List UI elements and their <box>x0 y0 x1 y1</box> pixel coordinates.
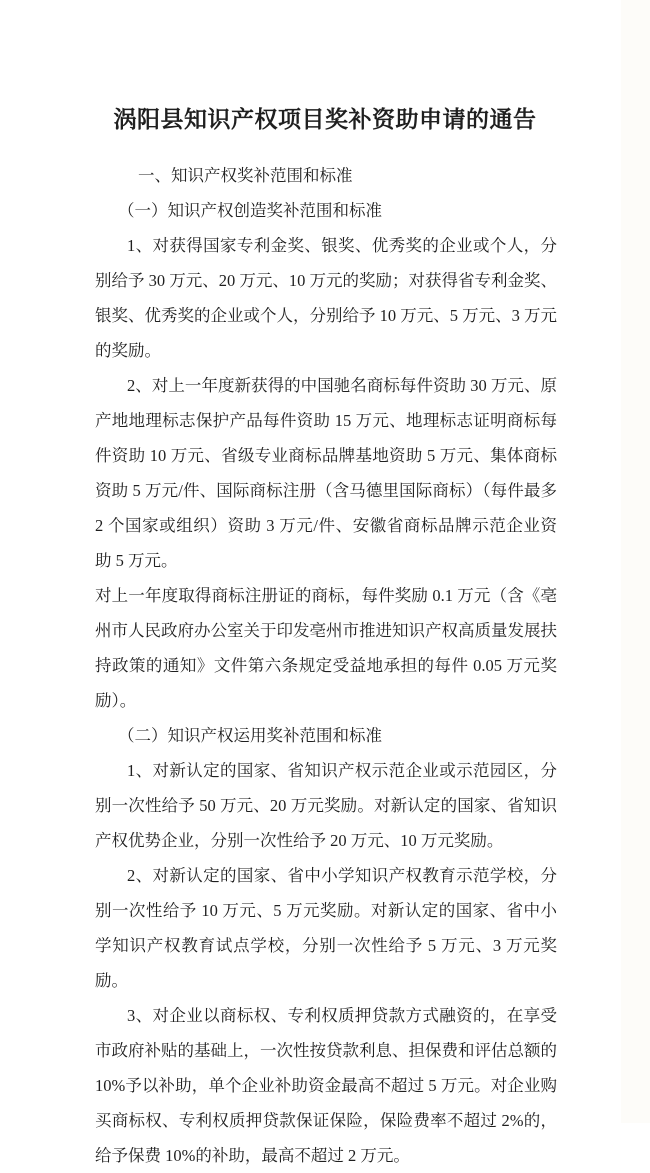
paragraph-patent-awards: 1、对获得国家专利金奖、银奖、优秀奖的企业或个人，分别给予 30 万元、20 万元、10 万元的奖励；对获得省专利金奖、银奖、优秀奖的企业或个人，分别给予 10 万元、5 万元、3 万元的奖励。 <box>95 236 557 360</box>
section-heading-rewards-scope: 一、知识产权奖补范围和标准 <box>138 166 353 185</box>
paragraph-trademark-registration-reward: 对上一年度取得商标注册证的商标，每件奖励 0.1 万元（含《亳州市人民政府办公室关于印发亳州市推进知识产权高质量发展扶持政策的通知》文件第六条规定受益地承担的每件 0.05 万元奖励）。 <box>95 586 557 710</box>
paragraph-demonstration-enterprises: 1、对新认定的国家、省知识产权示范企业或示范园区，分别一次性给予 50 万元、20 万元奖励。对新认定的国家、省知识产权优势企业，分别一次性给予 20 万元、10 万元奖励。 <box>95 761 557 850</box>
paragraph-education-schools: 2、对新认定的国家、省中小学知识产权教育示范学校，分别一次性给予 10 万元、5 万元奖励。对新认定的国家、省中小学知识产权教育试点学校，分别一次性给予 5 万元、3 万元奖励。 <box>95 866 557 990</box>
paragraph-trademark-subsidies: 2、对上一年度新获得的中国驰名商标每件资助 30 万元、原产地地理标志保护产品每件资助 15 万元、地理标志证明商标每件资助 10 万元、省级专业商标品牌基地资助 5 万元、集体商标资助 5 万元/件、国际商标注册（含马德里国际商标）（每件最多 2 个国家或组织）资助 3 万元/件、安徽省商标品牌示范企业资助 5 万元。 <box>95 376 557 570</box>
subsection-heading-utilization: （二）知识产权运用奖补范围和标准 <box>118 726 382 745</box>
scan-edge-strip <box>621 0 650 1123</box>
paragraph-pledge-financing: 3、对企业以商标权、专利权质押贷款方式融资的，在享受市政府补贴的基础上，一次性按贷款利息、担保费和评估总额的 10%予以补助，单个企业补助资金最高不超过 5 万元。对企业购买商标权、专利权质押贷款保证保险，保险费率不超过 2%的，给予保费 10%的补助，最高不超过 2 万元。 <box>95 1006 557 1165</box>
subsection-heading-creation: （一）知识产权创造奖补范围和标准 <box>118 201 382 220</box>
document-body <box>95 158 557 1173</box>
document-title: 涡阳县知识产权项目奖补资助申请的通告 <box>113 107 537 132</box>
